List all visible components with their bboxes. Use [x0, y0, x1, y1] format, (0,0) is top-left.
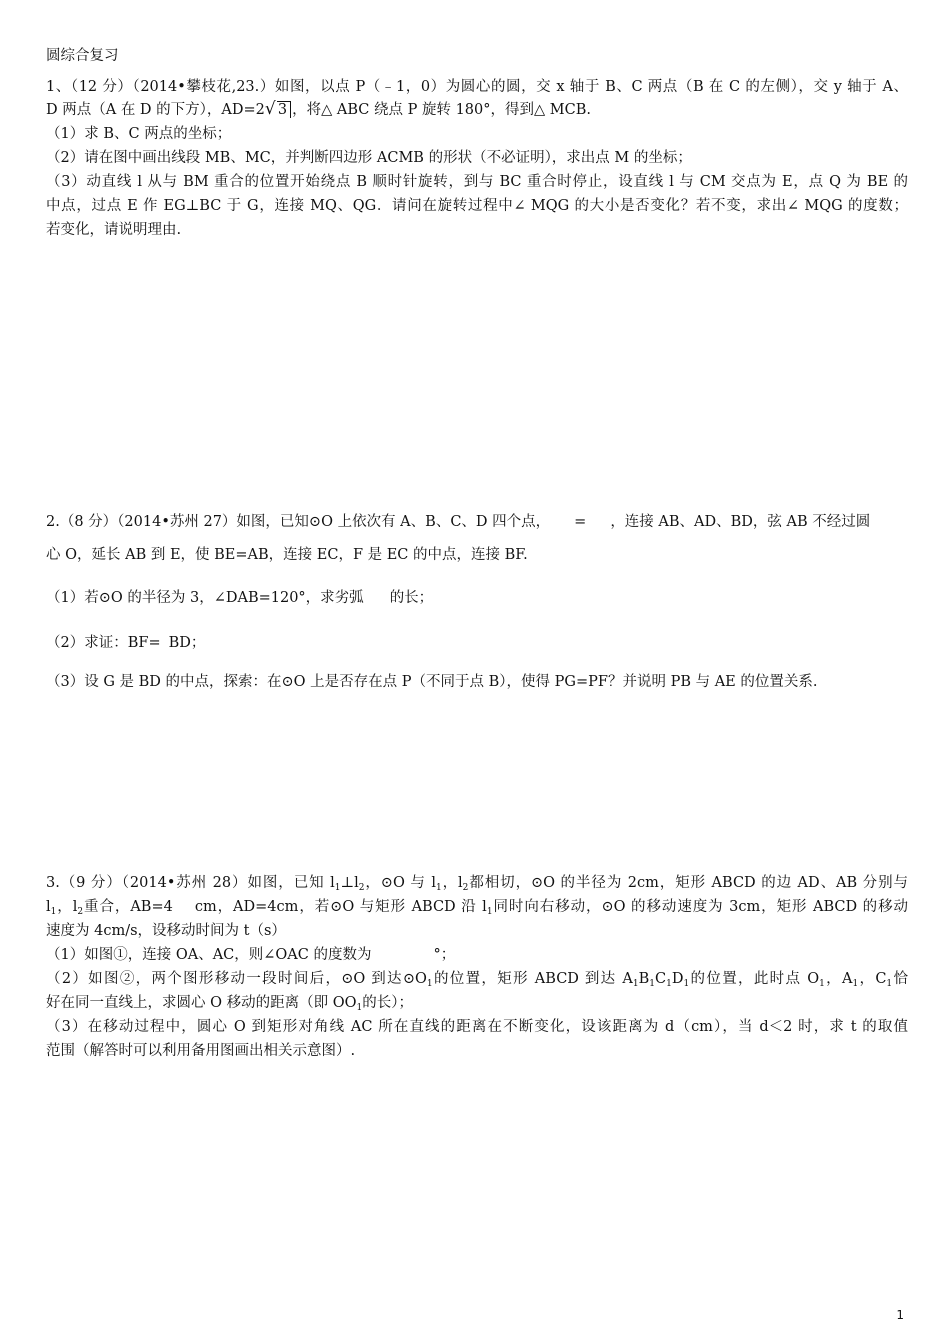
- q3-line-2: [46, 896, 908, 923]
- text: ，A: [824, 971, 853, 987]
- q2-line-1: [46, 511, 908, 533]
- q2-part-2: [46, 632, 908, 654]
- q1-line-1: 1、（12 分）（2014•攀枝花,23.）如图，以点 P（﹣1，0）为圆心的圆，交 x 轴于 B、C 两点（B 在 C 的左侧），交 y 轴于 A、: [46, 79, 908, 95]
- q2-line-2: 心 O，延长 AB 到 E，使 BE=AB，连接 EC，F 是 EC 的中点，连接 BF.: [46, 547, 528, 563]
- text: 重合，AB=4: [83, 899, 173, 915]
- document-title: 圆综合复习: [46, 48, 119, 64]
- subscript: 1: [486, 907, 493, 917]
- q1-part-2: （2）请在图中画出线段 MB、MC，并判断四边形 ACMB 的形状（不必证明），求出点 M 的坐标；: [46, 150, 692, 166]
- q1-part-3-line-3: 若变化，请说明理由.: [46, 222, 182, 238]
- q3-part-3-line-2: 范围（解答时可以利用备用图画出相关示意图）.: [46, 1043, 356, 1059]
- text: ，l: [441, 875, 463, 891]
- q2-part-2-text: （2）求证：BF=: [46, 635, 161, 651]
- text: ，C: [858, 971, 887, 987]
- text: 都相切，⊙O 的半径为 2cm，矩形 ABCD 的边 AD、AB 分别与: [468, 875, 908, 891]
- text: 的长）；: [362, 995, 413, 1011]
- radicand: 3: [277, 101, 291, 118]
- text: cm，AD=4cm，若⊙O 与矩形 ABCD 沿 l: [194, 899, 487, 915]
- text: 恰: [892, 971, 908, 987]
- radical-sign-icon: √: [264, 99, 276, 119]
- q2-part-2-tail: BD；: [168, 635, 206, 651]
- text: D: [671, 971, 684, 987]
- q3-line-3: 速度为 4cm/s，设移动时间为 t（s）: [46, 923, 286, 939]
- sqrt-radical: [265, 99, 291, 121]
- text: 的位置，矩形 ABCD 到达 A: [432, 971, 633, 987]
- text: 3.（9 分）（2014•苏州 28）如图，已知 l: [46, 875, 335, 891]
- text: （2）如图②，两个图形移动一段时间后，⊙O 到达⊙O: [46, 971, 427, 987]
- text: l: [46, 899, 51, 915]
- q2-part-1-tail: 的长；: [389, 590, 434, 606]
- q3-part-1: [46, 944, 908, 966]
- q3-part-2-line-1: [46, 968, 908, 995]
- subscript: 1: [683, 979, 690, 989]
- subscript: 1: [649, 979, 656, 989]
- text: 好在同一直线上，求圆心 O 移动的距离（即 OO: [46, 995, 357, 1011]
- q1-line-2-text: D 两点（A 在 D 的下方），AD=2: [46, 102, 265, 118]
- q2-part-3: （3）设 G 是 BD 的中点，探索：在⊙O 上是否存在点 P（不同于点 B），使得 PG=PF？并说明 PB 与 AE 的位置关系.: [46, 674, 818, 690]
- q3-part-3-line-1: （3）在移动过程中，圆心 O 到矩形对角线 AC 所在直线的距离在不断变化，设该距离为 d（cm），当 d＜2 时，求 t 的取值: [46, 1019, 908, 1035]
- text: C: [655, 971, 667, 987]
- page-number: 1: [896, 1308, 904, 1322]
- subscript: 2: [462, 883, 469, 893]
- subscript: 1: [632, 979, 639, 989]
- q3-part-2-line-2: [46, 992, 908, 1019]
- q1-part-1: （1）求 B、C 两点的坐标；: [46, 126, 232, 142]
- text: B: [638, 971, 650, 987]
- q2-part-1: [46, 587, 908, 609]
- q2-part-1-text: （1）若⊙O 的半径为 3，∠DAB=120°，求劣弧: [46, 590, 364, 606]
- text: °；: [433, 947, 456, 963]
- subscript: 1: [852, 979, 859, 989]
- subscript: 1: [50, 907, 57, 917]
- q1-line-2: [46, 99, 908, 121]
- subscript: 1: [666, 979, 672, 989]
- subscript: 1: [426, 979, 433, 989]
- subscript: 1: [819, 979, 825, 989]
- arc-equal-sign: =: [574, 514, 587, 530]
- subscript: 2: [358, 883, 365, 893]
- text: ，⊙O 与 l: [364, 875, 436, 891]
- subscript: 1: [334, 883, 341, 893]
- subscript: 1: [886, 979, 893, 989]
- q3-line-1: [46, 872, 908, 899]
- subscript: 2: [77, 907, 84, 917]
- q2-line-1-tail: ，连接 AB、AD、BD，弦 AB 不经过圆: [610, 514, 871, 530]
- q2-line-1-text: 2.（8 分）（2014•苏州 27）如图，已知⊙O 上依次有 A、B、C、D 四个点，: [46, 514, 551, 530]
- text: ⊥l: [340, 875, 359, 891]
- q1-line-2-tail: ，将△ ABC 绕点 P 旋转 180°，得到△ MCB.: [292, 102, 591, 118]
- q1-part-3-line-1: （3）动直线 l 从与 BM 重合的位置开始绕点 B 顺时针旋转，到与 BC 重合时停止，设直线 l 与 CM 交点为 E，点 Q 为 BE 的: [46, 174, 908, 190]
- subscript: 1: [435, 883, 442, 893]
- text: 的位置，此时点 O: [689, 971, 820, 987]
- q1-part-3-line-2: 中点，过点 E 作 EG⊥BC 于 G，连接 MQ、QG．请问在旋转过程中∠ MQG 的大小是否变化？若不变，求出∠ MQG 的度数；: [46, 198, 908, 214]
- subscript: 1: [356, 1003, 363, 1013]
- text: ，l: [56, 899, 78, 915]
- text: （1）如图①，连接 OA、AC，则∠OAC 的度数为: [46, 947, 372, 963]
- text: 同时向右移动，⊙O 的移动速度为 3cm，矩形 ABCD 的移动: [492, 899, 908, 915]
